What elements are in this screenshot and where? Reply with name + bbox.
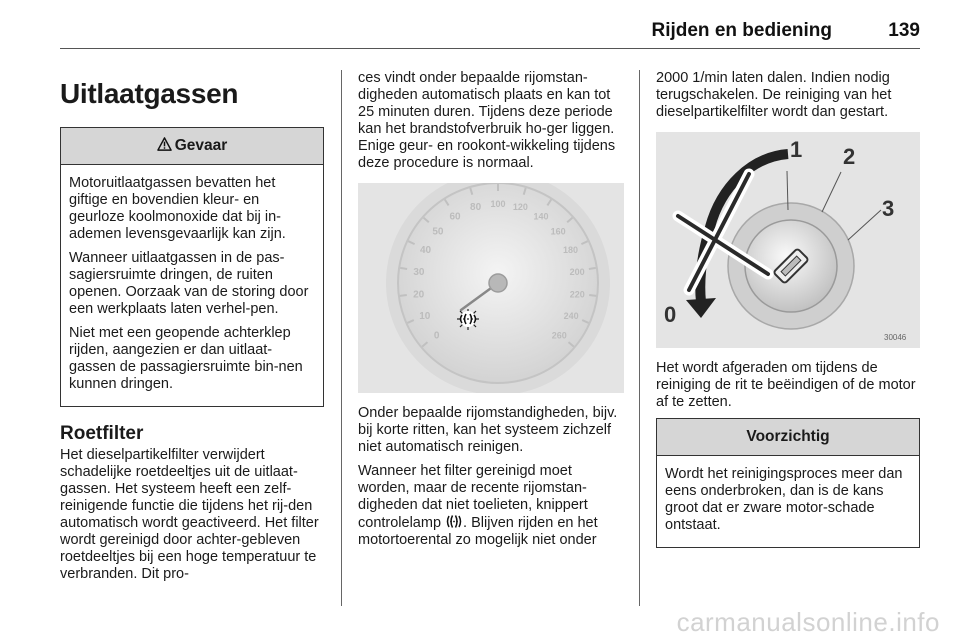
speedometer-tick-label: 30 [413, 266, 425, 278]
page-number: 139 [888, 20, 920, 41]
speedometer-tick-label: 240 [563, 311, 579, 322]
speedometer-tick-label: 180 [562, 245, 579, 256]
speedometer-tick-label: 200 [569, 266, 585, 277]
speedometer-tick-label: 160 [550, 226, 566, 237]
caution-box [656, 418, 920, 548]
speedometer-tick-label: 80 [470, 202, 482, 214]
speedometer-tick-label: 140 [533, 211, 549, 222]
diesel-particulate-filter-icon [446, 514, 462, 529]
caution-label: Voorzichtig [746, 428, 830, 445]
page-header [60, 18, 920, 49]
danger-paragraph: Wanneer uitlaatgassen in de pas-sagiersruimte dringen, de ruiten openen. Oorzaak van de storing door een werkplaats laten verhel-pen. [69, 250, 309, 317]
speedometer-tick-mark [589, 268, 596, 269]
callout-label-3: 3 [882, 196, 895, 221]
column-divider [341, 70, 342, 606]
speedometer-tick-label: 60 [449, 211, 461, 223]
speedometer-tick-mark [589, 295, 596, 296]
watermark: carmanualsonline.info [676, 607, 940, 637]
danger-box-body [61, 165, 323, 406]
speedometer-tick-label: 220 [569, 289, 585, 300]
ignition-switch-figure [656, 132, 920, 348]
callout-label-1: 1 [790, 137, 803, 162]
callout-label-0: 0 [664, 302, 677, 327]
body-paragraph: Het wordt afgeraden om tijdens de reiniging de rit te beëindigen of de motor af te zetten. [656, 360, 916, 410]
section-title-exhaust: Uitlaatgassen [60, 78, 239, 109]
danger-box-header [61, 128, 323, 165]
callout-label-2: 2 [843, 144, 856, 169]
needle-hub [489, 274, 507, 292]
warning-triangle-icon [157, 137, 172, 151]
body-paragraph: Het dieselpartikelfilter verwijdert schadelijke roetdeeltjes uit de uitlaat-gassen. Het systeem heeft een zelf-reinigende functie die tijdens het rij-den automatisch wordt geactiveerd. Het filter wordt gereinigd door achter-gebleven roetdeeltjes bij een hoge temperatuur te verbranden. Dit pro- [60, 447, 319, 582]
danger-paragraph: Niet met een geopende achterklep rijden, aangezien er dan uitlaat-gassen de passagiersruimte bin-nen kunnen dringen. [69, 325, 303, 392]
caution-box-header [657, 419, 919, 456]
figure-code: 30046 [884, 333, 907, 342]
speedometer-tick-mark [400, 295, 407, 296]
speedometer-tick-label: 120 [512, 202, 528, 213]
caution-paragraph: Wordt het reinigingsproces meer dan eens onderbroken, dan is de kans groot dat er zware motor-schade ontstaat. [665, 466, 903, 533]
column-2 [358, 70, 624, 556]
speedometer-tick-label: 100 [490, 199, 506, 209]
danger-paragraph: Motoruitlaatgassen bevatten het giftige en bovendien kleur- en geurloze koolmonoxide dat bij in-ademen levensgevaarlijk kan zijn. [69, 175, 286, 242]
body-paragraph [358, 463, 624, 549]
speedometer-tick-label: 260 [551, 330, 567, 341]
speedometer-figure [358, 183, 624, 393]
body-paragraph: ces vindt onder bepaalde rijomstan-digheden automatisch plaats en kan tot 25 minuten duren. Tijdens deze periode kan het brandstofverbruik ho-ger liggen. Enige geur- en rookont-wikkeling tijdens deze procedure is normaal. [358, 70, 616, 171]
text-fragment: . Blijven rijden en het motortoerental zo mogelijk niet onder [358, 515, 598, 548]
column-divider [639, 70, 640, 606]
caution-box-body [657, 456, 919, 547]
column-1 [60, 70, 324, 590]
body-paragraph: 2000 1/min laten dalen. Indien nodig terugschakelen. De reiniging van het dieselpartikelfilter wordt dan gestart. [656, 70, 892, 120]
header-section-title: Rijden en bediening [651, 20, 832, 41]
speedometer-tick-label: 50 [432, 226, 444, 238]
speedometer-tick-label: 40 [419, 245, 432, 257]
text-fragment: Wanneer het filter gereinigd moet worden, maar de recente rijomstan-digheden dat niet toelieten, knippert controlelamp [358, 463, 588, 531]
danger-box [60, 127, 324, 407]
speedometer-tick-label: 0 [433, 330, 440, 342]
speedometer-tick-mark [400, 268, 407, 269]
danger-label: Gevaar [174, 137, 228, 154]
section-title-soot-filter: Roetfilter [60, 423, 144, 444]
body-paragraph: Onder bepaalde rijomstandigheden, bijv. bij korte ritten, kan het systeem zichzelf niet automatisch reinigen. [358, 405, 618, 455]
speedometer-tick-label: 20 [413, 289, 425, 301]
column-3 [656, 70, 920, 548]
speedometer-tick-label: 10 [419, 311, 431, 323]
